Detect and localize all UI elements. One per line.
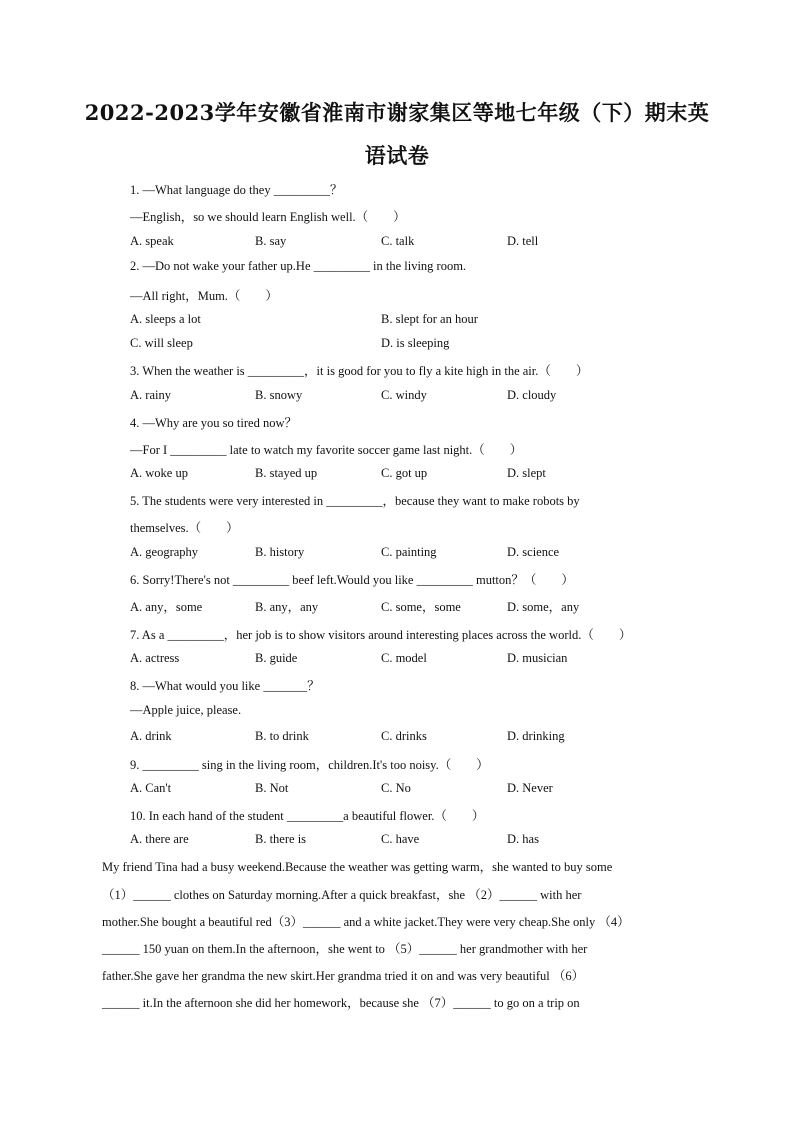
option-a[interactable]: A. speak (130, 234, 174, 248)
option-d[interactable]: D. tell (507, 234, 539, 248)
title-line-2: 语试卷 (364, 143, 430, 168)
option-d[interactable]: D. Never (507, 781, 553, 795)
option-a[interactable]: A. geography (130, 545, 199, 559)
passage-line: （1）______ clothes on Saturday morning.After a quick breakfast，she （2）______ with her (102, 888, 582, 902)
question-8-line-1: 8. —What would you like _______？ (130, 679, 320, 693)
option-c[interactable]: C. drinks (381, 729, 427, 743)
option-c[interactable]: C. will sleep (130, 336, 193, 350)
question-1-line-2: —English，so we should learn English well.（ ） (130, 210, 406, 224)
question-4-line-1: 4. —Why are you so tired now？ (130, 416, 297, 430)
option-a[interactable]: A. there are (130, 832, 189, 846)
passage-line: ______ it.In the afternoon she did her homework，because she （7）______ to go on a trip on (102, 996, 580, 1010)
option-b[interactable]: B. slept for an hour (381, 312, 478, 326)
option-b[interactable]: B. stayed up (255, 466, 318, 480)
question-4-line-2: —For I _________ late to watch my favorite soccer game last night.（ ） (130, 443, 523, 457)
option-a[interactable]: A. Can't (130, 781, 172, 795)
title-line-1: 2022-2023学年安徽省淮南市谢家集区等地七年级（下）期末英 (84, 100, 710, 125)
option-c[interactable]: C. windy (381, 388, 427, 402)
option-d[interactable]: D. science (507, 545, 560, 559)
question-5-line-2: themselves.（ ） (130, 521, 239, 535)
option-d[interactable]: D. is sleeping (381, 336, 450, 350)
option-c[interactable]: C. painting (381, 545, 437, 559)
question-1-line-1: 1. —What language do they _________？ (130, 183, 343, 197)
option-b[interactable]: B. there is (255, 832, 307, 846)
option-a[interactable]: A. woke up (130, 466, 188, 480)
option-b[interactable]: B. history (255, 545, 305, 559)
option-d[interactable]: D. cloudy (507, 388, 557, 402)
option-c[interactable]: C. got up (381, 466, 428, 480)
option-b[interactable]: B. snowy (255, 388, 303, 402)
question-2-line-1: 2. —Do not wake your father up.He _________ in the living room. (130, 259, 467, 273)
option-d[interactable]: D. musician (507, 651, 568, 665)
option-a[interactable]: A. actress (130, 651, 180, 665)
option-a[interactable]: A. sleeps a lot (130, 312, 201, 326)
option-b[interactable]: B. to drink (255, 729, 309, 743)
option-c[interactable]: C. have (381, 832, 420, 846)
question-3-line-1: 3. When the weather is _________，it is good for you to fly a kite high in the air.（ ） (130, 364, 589, 378)
option-a[interactable]: A. drink (130, 729, 172, 743)
option-d[interactable]: D. has (507, 832, 539, 846)
question-9-line-1: 9. _________ sing in the living room，children.It's too noisy.（ ） (130, 758, 489, 772)
question-2-line-2: —All right，Mum.（ ） (130, 289, 278, 303)
question-5-line-1: 5. The students were very interested in _________，because they want to make robots by (130, 494, 580, 508)
option-d[interactable]: D. slept (507, 466, 546, 480)
option-d[interactable]: D. drinking (507, 729, 565, 743)
option-b[interactable]: B. Not (255, 781, 289, 795)
passage-line: father.She gave her grandma the new skirt.Her grandma tried it on and was very beautiful （6） (102, 969, 585, 983)
passage-line: mother.She bought a beautiful red（3）______ and a white jacket.They were very cheap.She only （4） (102, 915, 630, 929)
option-c[interactable]: C. No (381, 781, 411, 795)
option-c[interactable]: C. some，some (381, 600, 461, 614)
option-d[interactable]: D. some，any (507, 600, 580, 614)
option-a[interactable]: A. any，some (130, 600, 203, 614)
option-c[interactable]: C. talk (381, 234, 415, 248)
question-10-line-1: 10. In each hand of the student _________a beautiful flower.（ ） (130, 809, 485, 823)
option-a[interactable]: A. rainy (130, 388, 171, 402)
option-b[interactable]: B. any，any (255, 600, 319, 614)
question-6-line-1: 6. Sorry!There's not _________ beef left.Would you like _________ mutton？（ ） (130, 573, 574, 587)
question-7-line-1: 7. As a _________，her job is to show visitors around interesting places across the world.（ ） (130, 628, 632, 642)
passage-line: ______ 150 yuan on them.In the afternoon，she went to （5）______ her grandmother with her (102, 942, 588, 956)
option-c[interactable]: C. model (381, 651, 427, 665)
option-b[interactable]: B. guide (255, 651, 298, 665)
question-8-line-2: —Apple juice, please. (130, 703, 242, 717)
option-b[interactable]: B. say (255, 234, 287, 248)
passage-line: My friend Tina had a busy weekend.Because the weather was getting warm，she wanted to buy some (102, 860, 613, 874)
